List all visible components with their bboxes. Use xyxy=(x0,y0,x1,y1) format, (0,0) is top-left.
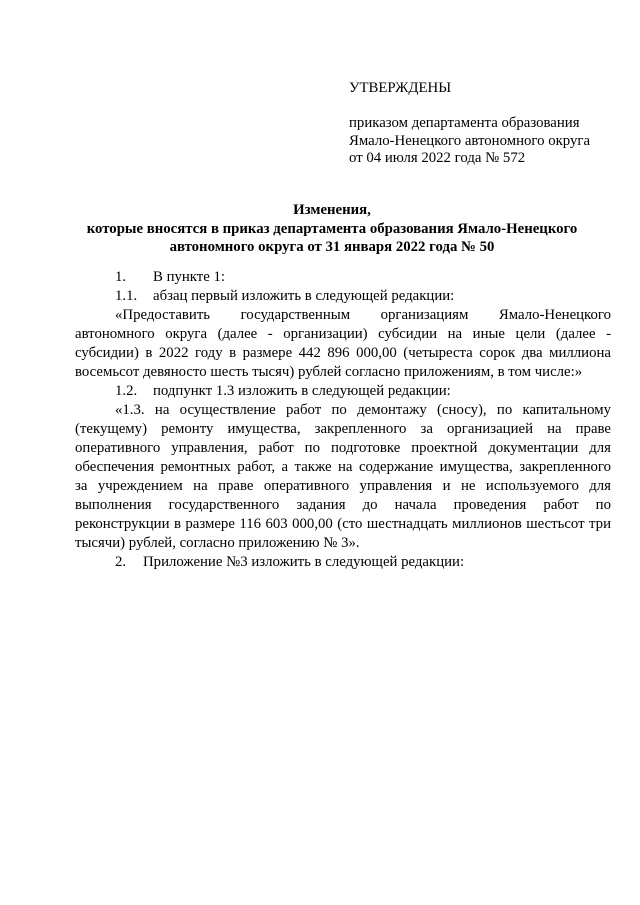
item-1-1 xyxy=(75,287,611,306)
item-number: 1. xyxy=(115,269,127,285)
quote-line: субсидии) в 2022 году в размере 442 896 000,00 (четыреста сорок два миллиона xyxy=(75,345,611,361)
item-2 xyxy=(75,553,611,572)
title-line: Изменения, xyxy=(293,202,371,218)
item-number: 1.2. xyxy=(115,383,138,399)
quote-line: автономного округа (далее - организации) субсидии на иные цели (далее - xyxy=(75,326,611,342)
approval-order-line: от 04 июля 2022 года № 572 xyxy=(349,150,526,166)
quote-line: обеспечения ремонтных работ, а также на содержание имущества, закрепленного xyxy=(75,459,611,475)
quote-line: тысячи) рублей, согласно приложению № 3». xyxy=(75,535,360,551)
item-text: В пункте 1: xyxy=(153,269,226,285)
approval-order-line: Ямало-Ненецкого автономного округа xyxy=(349,132,591,149)
item-1 xyxy=(75,268,611,287)
item-text: подпункт 1.3 изложить в следующей редакции: xyxy=(153,383,451,399)
title-line: которые вносятся в приказ департамента образования Ямало-Ненецкого xyxy=(86,220,578,237)
document-title xyxy=(70,201,594,257)
item-text: Приложение №3 изложить в следующей редакции: xyxy=(143,554,465,570)
quote-line: оперативного управления, работ по подготовке проектной документации для xyxy=(75,440,611,456)
item-text: абзац первый изложить в следующей редакции: xyxy=(153,288,455,304)
quote-line: (текущему) ремонту имущества, закрепленного за организацией на праве xyxy=(75,421,611,437)
quote-line: выполнения государственного задания до начала проведения работ по xyxy=(75,497,611,513)
quote-line: реконструкции в размере 116 603 000,00 (сто шестнадцать миллионов шестьсот три xyxy=(75,516,611,532)
approval-order-block xyxy=(349,115,590,168)
item-number: 1.1. xyxy=(115,288,138,304)
approval-heading: УТВЕРЖДЕНЫ xyxy=(349,80,452,96)
quote-line: восемьсот девяносто шесть тысяч) рублей согласно приложениям, в том числе:» xyxy=(75,364,583,380)
quote-line: «Предоставить государственным организациям Ямало-Ненецкого xyxy=(115,307,611,323)
item-1-2 xyxy=(75,382,611,401)
quote-line: за учреждением на праве оперативного управления и не используемого для xyxy=(75,478,611,494)
item-number: 2. xyxy=(115,554,127,570)
approval-order-line: приказом департамента образования xyxy=(349,115,580,131)
title-line: автономного округа от 31 января 2022 года № 50 xyxy=(169,239,495,255)
document-body xyxy=(75,268,611,572)
quote-line: «1.3. на осуществление работ по демонтажу (сносу), по капитальному xyxy=(115,402,611,418)
